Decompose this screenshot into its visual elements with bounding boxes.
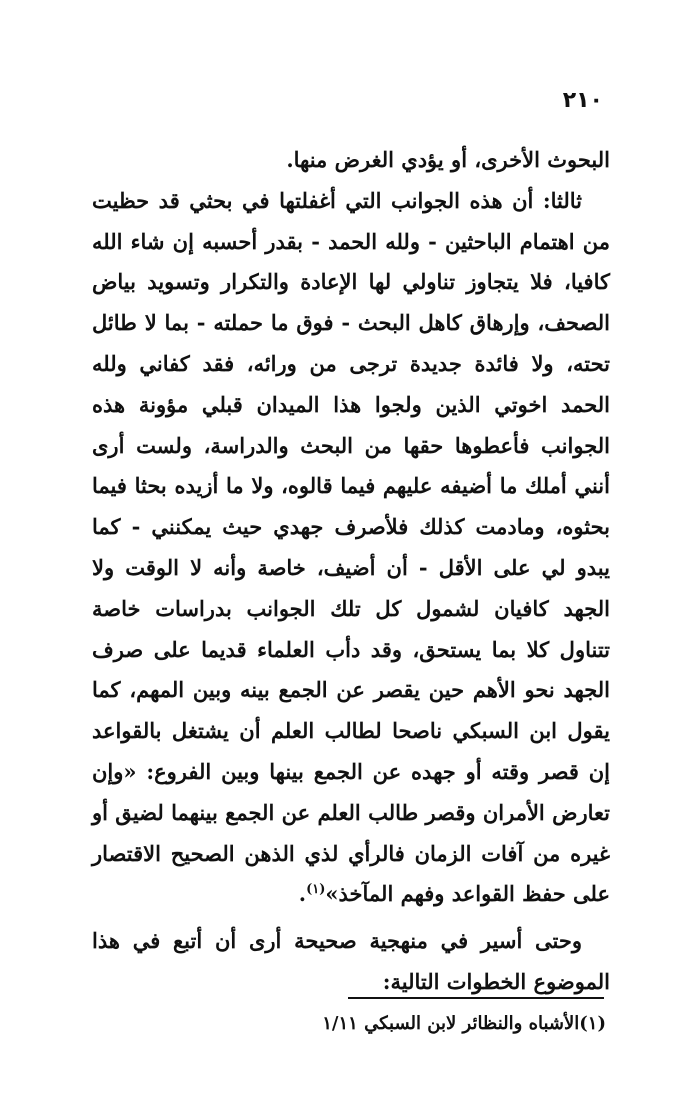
body-text xyxy=(92,140,610,1003)
paragraph-steps-intro: وحتى أسير في منهجية صحيحة أرى أن أتبع في هذا الموضوع الخطوات التالية: xyxy=(92,928,610,994)
footnote-divider xyxy=(348,997,604,999)
paragraph-end-mark: . xyxy=(298,881,307,907)
paragraph-lead: ثالثا: xyxy=(542,187,582,213)
page-number: ٢١٠ xyxy=(562,88,603,113)
paragraph-body: أن هذه الجوانب التي أغفلتها في بحثي قد حظيت من اهتمام الباحثين - ولله الحمد - بقدر أحسبه إن شاء الله كافيا، فلا يتجاوز تناولي لها الإعادة والتكرار وتسويد بياض الصحف، وإرهاق كاهل البحث - فوق ما حملته - بما لا طائل تحته، ولا فائدة جديدة ترجى من ورائه، فقد كفاني ولله الحمد اخوتي الذين ولجوا هذا الميدان قبلي مؤونة هذه الجوانب فأعطوها حقها من البحث والدراسة، ولست أرى أنني أملك ما أضيفه عليهم فيما قالوه، ولا ما أزيده بحثا فيما بحثوه، ومادمت كذلك فلأصرف جهدي حيث يمكنني - كما يبدو لي على الأقل - أن أضيف، خاصة وأنه لا الوقت ولا الجهد كافيان لشمول كل تلك الجوانب بدراسات خاصة تتناول كلا بما يستحق، وقد دأب العلماء قديما على صرف الجهد نحو الأهم حين يقصر عن الجمع بينه وبين المهم، كما يقول ابن السبكي ناصحا لطالب العلم أن يشتغل بالقواعد إن قصر وقته أو جهده عن الجمع بينها وبين الفروع: «وإن تعارض الأمران وقصر طالب العلم عن الجمع بينهما لضيق أو غيره من آفات الزمان فالرأي لذي الذهن الصحيح الاقتصار على حفظ القواعد وفهم المآخذ» xyxy=(92,187,610,907)
paragraph-third-point xyxy=(92,181,610,915)
footnote-reference: (١) xyxy=(306,882,326,898)
paragraph-continuation: البحوث الأخرى، أو يؤدي الغرض منها. xyxy=(286,147,610,172)
footnote: (١)الأشباه والنظائر لابن السبكي ١/١١ xyxy=(322,1013,606,1034)
